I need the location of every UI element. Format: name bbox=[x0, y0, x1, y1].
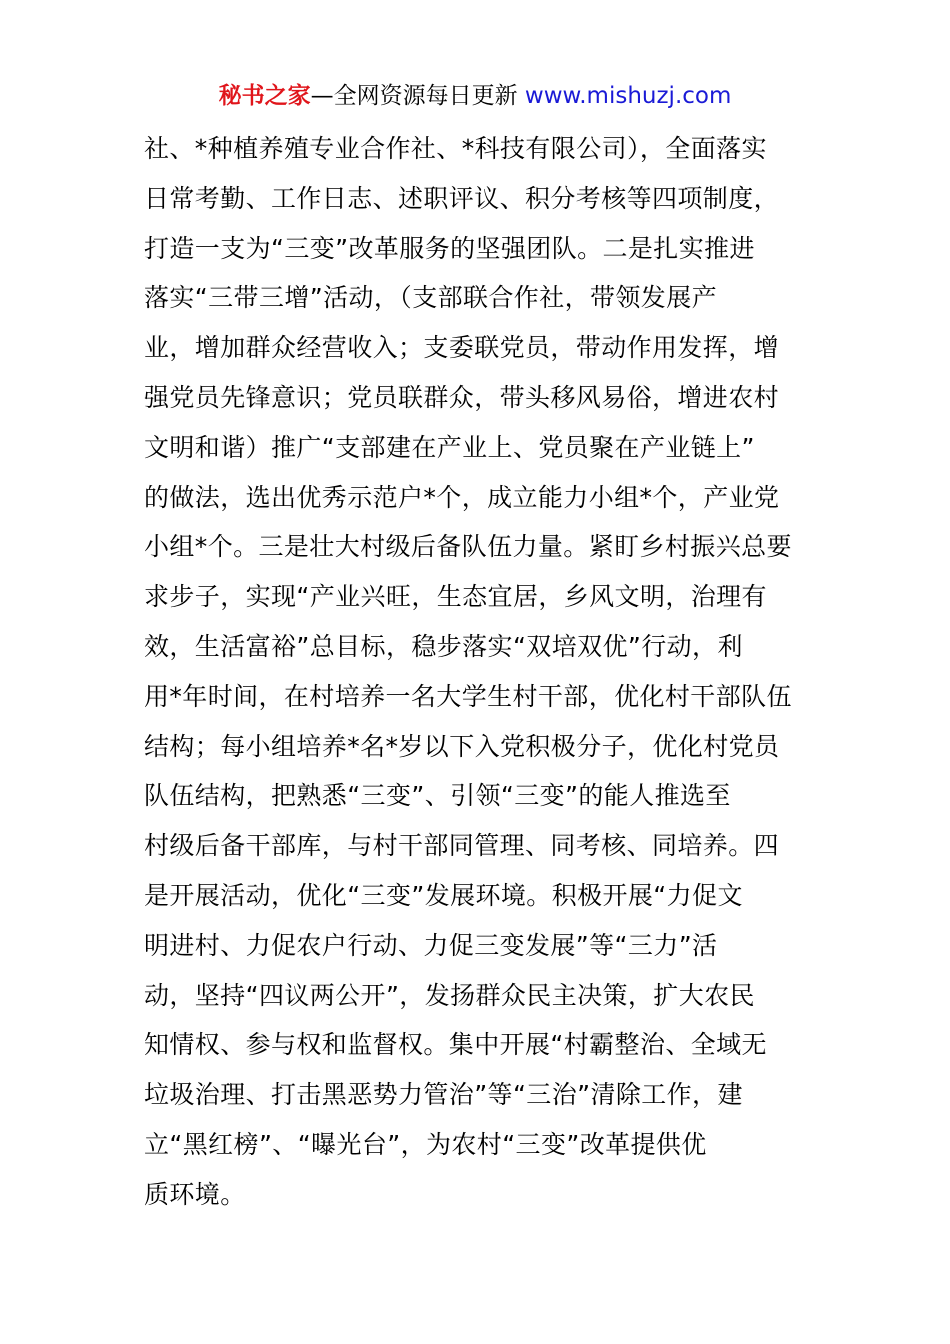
text-line: 是开展活动，优化“三变”发展环境。积极开展“力促文 bbox=[144, 880, 743, 910]
site-header bbox=[0, 80, 950, 112]
text-line: 用*年时间，在村培养一名大学生村干部，优化村干部队伍 bbox=[144, 681, 792, 711]
text-line: 知情权、参与权和监督权。集中开展“村霸整治、全域无 bbox=[144, 1030, 767, 1060]
text-line: 效，生活富裕”总目标，稳步落实“双培双优”行动，利 bbox=[144, 631, 743, 661]
site-brand: 秘书之家 bbox=[218, 83, 311, 109]
text-line: 小组*个。三是壮大村级后备队伍力量。紧盯乡村振兴总要 bbox=[144, 532, 792, 562]
text-line: 求步子，实现“产业兴旺，生态宜居，乡风文明，治理有 bbox=[144, 582, 767, 612]
text-line: 打造一支为“三变”改革服务的坚强团队。二是扎实推进 bbox=[144, 233, 755, 263]
text-line: 落实“三带三增”活动，（支部联合作社，带领发展产 bbox=[144, 283, 718, 313]
text-line: 强党员先锋意识；党员联群众，带头移风易俗，增进农村 bbox=[144, 382, 780, 412]
text-line: 质环境。 bbox=[144, 1179, 246, 1209]
text-line: 的做法，选出优秀示范户*个，成立能力小组*个，产业党 bbox=[144, 482, 780, 512]
text-line: 队伍结构，把熟悉“三变”、引领“三变”的能人推选至 bbox=[144, 781, 731, 811]
site-url-link[interactable]: www.mishuzj.com bbox=[524, 83, 732, 109]
text-line: 业，增加群众经营收入；支委联党员，带动作用发挥，增 bbox=[144, 333, 780, 363]
text-line: 立“黑红榜”、“曝光台”，为农村“三变”改革提供优 bbox=[144, 1129, 707, 1159]
text-line: 村级后备干部库，与村干部同管理、同考核、同培养。四 bbox=[144, 831, 780, 861]
text-line: 文明和谐）推广“支部建在产业上、党员聚在产业链上” bbox=[144, 432, 755, 462]
document-body bbox=[144, 124, 824, 1220]
site-tagline: —全网资源每日更新 bbox=[310, 83, 525, 109]
text-line: 社、*种植养殖专业合作社、*科技有限公司），全面落实 bbox=[144, 134, 767, 163]
text-line: 明进村、力促农户行动、力促三变发展”等“三力”活 bbox=[144, 930, 718, 960]
text-line: 日常考勤、工作日志、述职评议、积分考核等四项制度， bbox=[144, 183, 780, 213]
text-line: 动，坚持“四议两公开”，发扬群众民主决策，扩大农民 bbox=[144, 980, 755, 1010]
text-line: 垃圾治理、打击黑恶势力管治”等“三治”清除工作，建 bbox=[144, 1080, 743, 1110]
text-line: 结构；每小组培养*名*岁以下入党积极分子，优化村党员 bbox=[144, 731, 780, 761]
